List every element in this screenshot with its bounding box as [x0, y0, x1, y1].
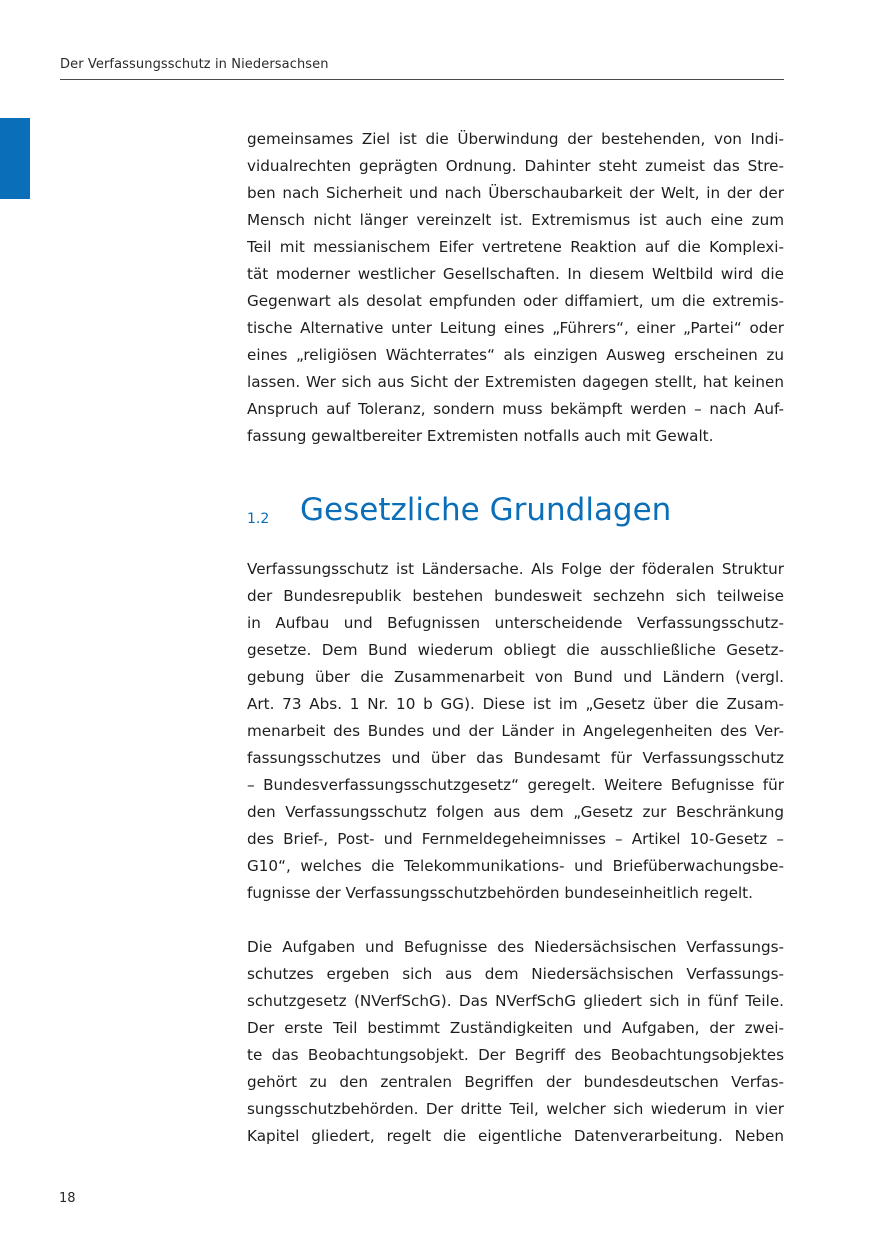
- text-line: der Bundesrepublik bestehen bundesweit sechzehn sich teilweise: [247, 587, 784, 605]
- text-line: vidualrechten geprägten Ordnung. Dahinter steht zumeist das Stre-: [247, 157, 784, 175]
- text-line: G10“, welches die Telekommunikations- und Briefüberwachungsbe-: [247, 857, 784, 875]
- text-line: gemeinsames Ziel ist die Überwindung der bestehenden, von Indi-: [247, 130, 784, 148]
- paragraph-2: [247, 556, 784, 907]
- section-title: Gesetzliche Grundlagen: [300, 492, 672, 528]
- text-line: tät moderner westlicher Gesellschaften. In diesem Weltbild wird die: [247, 265, 784, 283]
- text-line: den Verfassungsschutz folgen aus dem „Gesetz zur Beschränkung: [247, 803, 784, 821]
- text-line: Mensch nicht länger vereinzelt ist. Extremismus ist auch eine zum: [247, 211, 784, 229]
- text-line: – Bundesverfassungsschutzgesetz“ geregelt. Weitere Befugnisse für: [247, 776, 784, 794]
- text-line: Art. 73 Abs. 1 Nr. 10 b GG). Diese ist im „Gesetz über die Zusam-: [247, 695, 784, 713]
- running-header: Der Verfassungsschutz in Niedersachsen: [60, 57, 329, 72]
- text-line: schutzgesetz (NVerfSchG). Das NVerfSchG gliedert sich in fünf Teile.: [247, 992, 784, 1010]
- page-number: 18: [59, 1191, 76, 1206]
- text-line: Verfassungsschutz ist Ländersache. Als Folge der föderalen Struktur: [247, 560, 784, 578]
- text-line: Gegenwart als desolat empfunden oder diffamiert, um die extremis-: [247, 292, 784, 310]
- text-line: Der erste Teil bestimmt Zuständigkeiten und Aufgaben, der zwei-: [247, 1019, 784, 1037]
- chapter-side-marker: [0, 118, 30, 199]
- section-number: 1.2: [247, 511, 270, 527]
- text-line: schutzes ergeben sich aus dem Niedersächsischen Verfassungs-: [247, 965, 784, 983]
- text-line: te das Beobachtungsobjekt. Der Begriff des Beobachtungsobjektes: [247, 1046, 784, 1064]
- text-line: Teil mit messianischem Eifer vertretene Reaktion auf die Komplexi-: [247, 238, 784, 256]
- text-line: menarbeit des Bundes und der Länder in Angelegenheiten des Ver-: [247, 722, 784, 740]
- text-line: ben nach Sicherheit und nach Überschaubarkeit der Welt, in der der: [247, 184, 784, 202]
- text-line: des Brief-, Post- und Fernmeldegeheimnisses – Artikel 10-Gesetz –: [247, 830, 784, 848]
- page-content: [247, 126, 784, 1150]
- text-line: Kapitel gliedert, regelt die eigentliche Datenverarbeitung. Neben: [247, 1127, 784, 1145]
- paragraph-3: [247, 934, 784, 1150]
- text-line: in Aufbau und Befugnissen unterscheidende Verfassungsschutz-: [247, 614, 784, 632]
- header-rule: [60, 79, 784, 80]
- text-line: gesetze. Dem Bund wiederum obliegt die ausschließliche Gesetz-: [247, 641, 784, 659]
- paragraph-1: [247, 126, 784, 450]
- text-line: gebung über die Zusammenarbeit von Bund und Ländern (vergl.: [247, 668, 784, 686]
- text-line: gehört zu den zentralen Begriffen der bundesdeutschen Verfas-: [247, 1073, 784, 1091]
- text-line: fugnisse der Verfassungsschutzbehörden bundeseinheitlich regelt.: [247, 884, 753, 902]
- text-line: sungsschutzbehörden. Der dritte Teil, welcher sich wiederum in vier: [247, 1100, 784, 1118]
- text-line: Anspruch auf Toleranz, sondern muss bekämpft werden – nach Auf-: [247, 400, 784, 418]
- text-line: fassungsschutzes und über das Bundesamt für Verfassungsschutz: [247, 749, 784, 767]
- text-line: fassung gewaltbereiter Extremisten notfalls auch mit Gewalt.: [247, 427, 714, 445]
- text-line: tische Alternative unter Leitung eines „Führers“, einer „Partei“ oder: [247, 319, 784, 337]
- section-heading: [247, 490, 784, 542]
- text-line: Die Aufgaben und Befugnisse des Niedersächsischen Verfassungs-: [247, 938, 784, 956]
- text-line: eines „religiösen Wächterrates“ als einzigen Ausweg erscheinen zu: [247, 346, 784, 364]
- text-line: lassen. Wer sich aus Sicht der Extremisten dagegen stellt, hat keinen: [247, 373, 784, 391]
